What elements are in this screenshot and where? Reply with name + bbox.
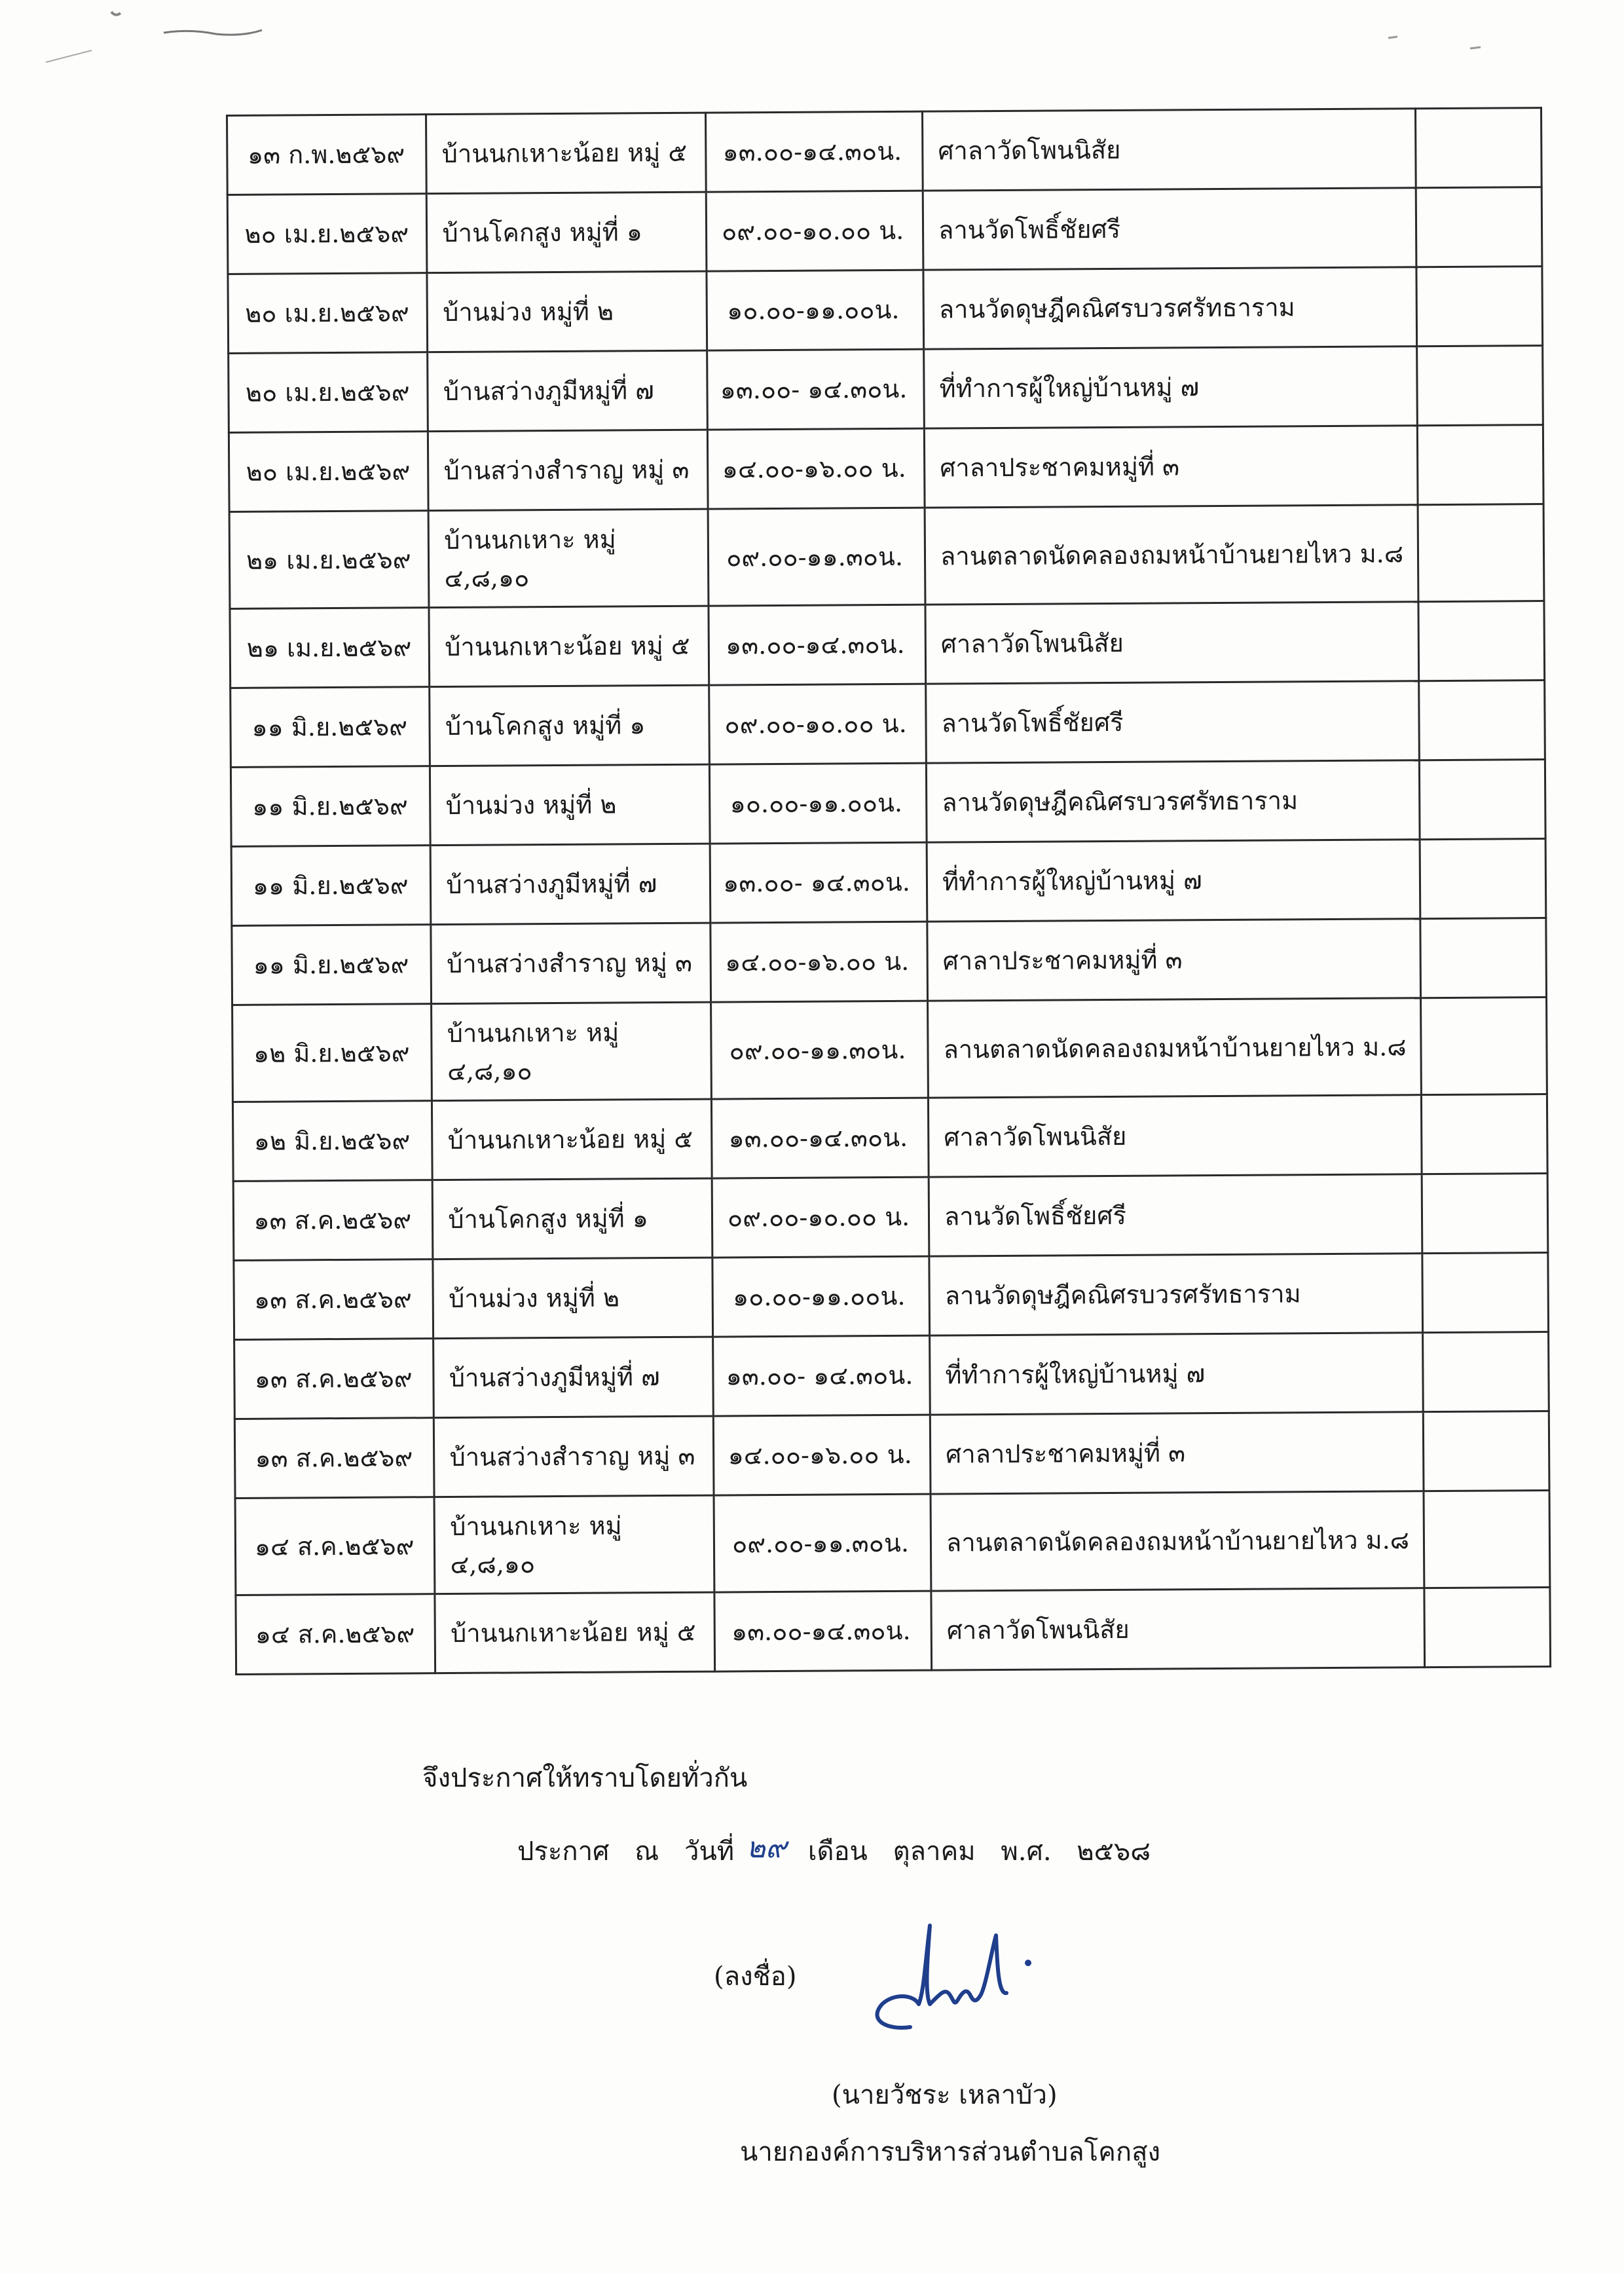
time-cell: ๐๙.๐๐-๑๑.๓๐น. bbox=[711, 1001, 929, 1099]
note-cell bbox=[1417, 425, 1543, 505]
schedule-table bbox=[226, 107, 1551, 1675]
date-cell: ๒๐ เม.ย.๒๕๖๙ bbox=[229, 352, 428, 433]
note-cell bbox=[1415, 108, 1541, 188]
signed-label: (ลงชื่อ) bbox=[714, 1962, 797, 1992]
table-row bbox=[236, 1588, 1551, 1675]
given-day-handwritten: ๒๙ bbox=[746, 1831, 787, 1865]
table-row bbox=[231, 760, 1545, 847]
location-cell: ลานวัดโพธิ์ชัยศรี bbox=[929, 1174, 1422, 1256]
date-cell: ๒๐ เม.ย.๒๕๖๙ bbox=[227, 194, 427, 274]
given-month: ตุลาคม bbox=[893, 1836, 976, 1867]
village-cell: บ้านนกเหาะน้อย หมู่ ๕ bbox=[432, 1099, 712, 1180]
date-cell: ๑๑ มิ.ย.๒๕๖๙ bbox=[232, 925, 432, 1005]
location-cell: ลานวัดโพธิ์ชัยศรี bbox=[926, 681, 1419, 763]
location-cell: ศาลาประชาคมหมู่ที่ ๓ bbox=[927, 919, 1420, 1001]
village-cell: บ้านสว่างภูมีหมู่ที่ ๗ bbox=[431, 844, 710, 925]
table-row bbox=[234, 1253, 1549, 1340]
time-cell: ๑๐.๐๐-๑๑.๐๐น. bbox=[712, 1256, 930, 1337]
date-cell: ๑๓ ส.ค.๒๕๖๙ bbox=[234, 1418, 434, 1499]
time-cell: ๑๓.๐๐-๑๔.๓๐น. bbox=[714, 1591, 932, 1671]
date-cell: ๑๑ มิ.ย.๒๕๖๙ bbox=[231, 687, 430, 768]
location-cell: ลานวัดดุษฎีคณิศรบวรศรัทธาราม bbox=[929, 1254, 1422, 1335]
table-row bbox=[229, 346, 1543, 433]
table-row bbox=[232, 1094, 1547, 1182]
table-row bbox=[232, 997, 1547, 1102]
location-cell: ศาลาวัดโพนนิสัย bbox=[923, 109, 1416, 191]
village-cell: บ้านม่วง หมู่ที่ ๒ bbox=[430, 764, 710, 846]
given-year: ๒๕๖๘ bbox=[1077, 1836, 1151, 1867]
given-prefix: ประกาศ bbox=[517, 1836, 610, 1867]
note-cell bbox=[1418, 504, 1544, 602]
time-cell: ๑๔.๐๐-๑๖.๐๐ น. bbox=[707, 428, 925, 509]
time-cell: ๑๔.๐๐-๑๖.๐๐ น. bbox=[710, 922, 928, 1002]
village-cell: บ้านสว่างภูมีหมู่ที่ ๗ bbox=[434, 1337, 713, 1418]
village-cell: บ้านนกเหาะน้อย หมู่ ๕ bbox=[429, 606, 709, 687]
note-cell bbox=[1424, 1588, 1550, 1668]
village-cell: บ้านนกเหาะ หมู่ ๔,๘,๑๐ bbox=[429, 509, 709, 608]
date-cell: ๑๓ ส.ค.๒๕๖๙ bbox=[234, 1259, 434, 1340]
village-cell: บ้านโคกสูง หมู่ที่ ๑ bbox=[427, 192, 707, 273]
given-at: ณ bbox=[635, 1836, 659, 1867]
date-cell: ๑๓ ส.ค.๒๕๖๙ bbox=[234, 1339, 434, 1419]
location-cell: ลานวัดดุษฎีคณิศรบวรศรัทธาราม bbox=[923, 267, 1416, 349]
village-cell: บ้านสว่างสำราญ หมู่ ๓ bbox=[431, 923, 710, 1004]
village-cell: บ้านม่วง หมู่ที่ ๒ bbox=[427, 271, 707, 352]
location-cell: ศาลาประชาคมหมู่ที่ ๓ bbox=[924, 426, 1417, 508]
note-cell bbox=[1423, 1411, 1549, 1491]
note-cell bbox=[1416, 346, 1543, 426]
date-cell: ๑๑ มิ.ย.๒๕๖๙ bbox=[231, 846, 431, 926]
location-cell: ที่ทำการผู้ใหญ่บ้านหมู่ ๗ bbox=[930, 1333, 1423, 1415]
location-cell: ศาลาวัดโพนนิสัย bbox=[928, 1095, 1421, 1177]
village-cell: บ้านนกเหาะน้อย หมู่ ๕ bbox=[426, 113, 706, 194]
table-row bbox=[227, 108, 1542, 195]
table-row bbox=[234, 1332, 1549, 1419]
given-year-label: พ.ศ. bbox=[1001, 1836, 1052, 1867]
village-cell: บ้านโคกสูง หมู่ที่ ๑ bbox=[433, 1178, 712, 1259]
date-cell: ๒๐ เม.ย.๒๕๖๙ bbox=[228, 273, 428, 354]
date-cell: ๑๔ ส.ค.๒๕๖๙ bbox=[236, 1594, 435, 1675]
date-cell: ๑๓ ส.ค.๒๕๖๙ bbox=[233, 1180, 433, 1261]
location-cell: ลานตลาดนัดคลองถมหน้าบ้านยายไหว ม.๘ bbox=[925, 505, 1418, 605]
table-row bbox=[233, 1174, 1548, 1261]
table-row bbox=[229, 425, 1543, 512]
note-cell bbox=[1416, 267, 1542, 346]
note-cell bbox=[1420, 918, 1546, 998]
location-cell: ลานตลาดนัดคลองถมหน้าบ้านยายไหว ม.๘ bbox=[928, 998, 1421, 1098]
time-cell: ๑๐.๐๐-๑๑.๐๐น. bbox=[709, 763, 927, 844]
date-cell: ๑๑ มิ.ย.๒๕๖๙ bbox=[231, 766, 430, 847]
location-cell: ศาลาวัดโพนนิสัย bbox=[931, 1588, 1424, 1670]
location-cell: ลานวัดโพธิ์ชัยศรี bbox=[923, 188, 1416, 270]
village-cell: บ้านโคกสูง หมู่ที่ ๑ bbox=[430, 685, 709, 766]
village-cell: บ้านสว่างภูมีหมู่ที่ ๗ bbox=[428, 350, 707, 432]
location-cell: ศาลาประชาคมหมู่ที่ ๓ bbox=[930, 1412, 1423, 1494]
note-cell bbox=[1422, 1253, 1548, 1333]
signer-position: นายกองค์การบริหารส่วนตำบลโคกสูง bbox=[740, 2137, 1161, 2167]
table-row bbox=[231, 680, 1545, 768]
date-cell: ๑๒ มิ.ย.๒๕๖๙ bbox=[232, 1101, 432, 1182]
note-cell bbox=[1418, 680, 1545, 760]
time-cell: ๐๙.๐๐-๑๐.๐๐ น. bbox=[706, 191, 923, 271]
date-cell: ๑๔ ส.ค.๒๕๖๙ bbox=[235, 1497, 435, 1595]
note-cell bbox=[1422, 1174, 1548, 1254]
table-row bbox=[230, 601, 1545, 688]
time-cell: ๑๓.๐๐-๑๔.๓๐น. bbox=[709, 605, 926, 685]
location-cell: ลานตลาดนัดคลองถมหน้าบ้านยายไหว ม.๘ bbox=[931, 1491, 1424, 1591]
note-cell bbox=[1420, 997, 1547, 1095]
note-cell bbox=[1421, 1094, 1547, 1174]
note-cell bbox=[1424, 1491, 1550, 1588]
time-cell: ๑๓.๐๐-๑๔.๓๐น. bbox=[712, 1098, 929, 1178]
signer-name: (นายวัชระ เหลาบัว) bbox=[832, 2080, 1058, 2110]
table-row bbox=[229, 504, 1544, 609]
time-cell: ๑๓.๐๐- ๑๔.๓๐น. bbox=[710, 842, 927, 923]
note-cell bbox=[1418, 601, 1544, 681]
table-row bbox=[232, 918, 1547, 1005]
village-cell: บ้านม่วง หมู่ที่ ๒ bbox=[433, 1258, 712, 1339]
time-cell: ๑๓.๐๐- ๑๔.๓๐น. bbox=[713, 1335, 931, 1416]
time-cell: ๑๓.๐๐-๑๔.๓๐น. bbox=[706, 111, 923, 192]
date-cell: ๑๒ มิ.ย.๒๕๖๙ bbox=[232, 1004, 432, 1102]
location-cell: ที่ทำการผู้ใหญ่บ้านหมู่ ๗ bbox=[927, 840, 1420, 922]
note-cell bbox=[1419, 760, 1545, 840]
time-cell: ๑๔.๐๐-๑๖.๐๐ น. bbox=[713, 1415, 931, 1495]
given-month-label: เดือน bbox=[807, 1836, 868, 1867]
village-cell: บ้านนกเหาะ หมู่ ๔,๘,๑๐ bbox=[432, 1002, 712, 1101]
note-cell bbox=[1422, 1332, 1549, 1412]
table-row bbox=[235, 1491, 1550, 1595]
table-row bbox=[231, 839, 1546, 926]
given-day-label: วันที่ bbox=[684, 1836, 735, 1867]
note-cell bbox=[1420, 839, 1546, 919]
schedule-table-body bbox=[227, 108, 1551, 1675]
location-cell: ศาลาวัดโพนนิสัย bbox=[925, 602, 1418, 684]
note-cell bbox=[1416, 187, 1542, 267]
date-cell: ๑๓ ก.พ.๒๕๖๙ bbox=[227, 115, 427, 195]
location-cell: ที่ทำการผู้ใหญ่บ้านหมู่ ๗ bbox=[924, 346, 1417, 428]
announcement-date-line bbox=[517, 1827, 1168, 1873]
village-cell: บ้านสว่างสำราญ หมู่ ๓ bbox=[434, 1416, 714, 1497]
location-cell: ลานวัดดุษฎีคณิศรบวรศรัทธาราม bbox=[926, 760, 1419, 842]
village-cell: บ้านสว่างสำราญ หมู่ ๓ bbox=[428, 430, 708, 511]
scan-artifact-marks bbox=[0, 0, 1624, 92]
table-row bbox=[227, 187, 1542, 274]
announcement-text: จึงประกาศให้ทราบโดยทั่วกัน bbox=[422, 1763, 748, 1793]
date-cell: ๒๐ เม.ย.๒๕๖๙ bbox=[229, 432, 428, 512]
time-cell: ๑๓.๐๐- ๑๔.๓๐น. bbox=[707, 349, 925, 430]
handwritten-signature bbox=[841, 1896, 1058, 2060]
village-cell: บ้านนกเหาะน้อย หมู่ ๕ bbox=[435, 1592, 714, 1673]
time-cell: ๐๙.๐๐-๑๑.๓๐น. bbox=[708, 508, 925, 606]
village-cell: บ้านนกเหาะ หมู่ ๔,๘,๑๐ bbox=[434, 1495, 714, 1594]
time-cell: ๐๙.๐๐-๑๑.๓๐น. bbox=[714, 1494, 931, 1592]
table-row bbox=[228, 267, 1543, 354]
time-cell: ๐๙.๐๐-๑๐.๐๐ น. bbox=[712, 1177, 929, 1258]
date-cell: ๒๑ เม.ย.๒๕๖๙ bbox=[230, 608, 430, 688]
time-cell: ๐๙.๐๐-๑๐.๐๐ น. bbox=[709, 684, 927, 764]
table-row bbox=[234, 1411, 1549, 1499]
time-cell: ๑๐.๐๐-๑๑.๐๐น. bbox=[707, 270, 924, 350]
date-cell: ๒๑ เม.ย.๒๕๖๙ bbox=[229, 511, 429, 609]
